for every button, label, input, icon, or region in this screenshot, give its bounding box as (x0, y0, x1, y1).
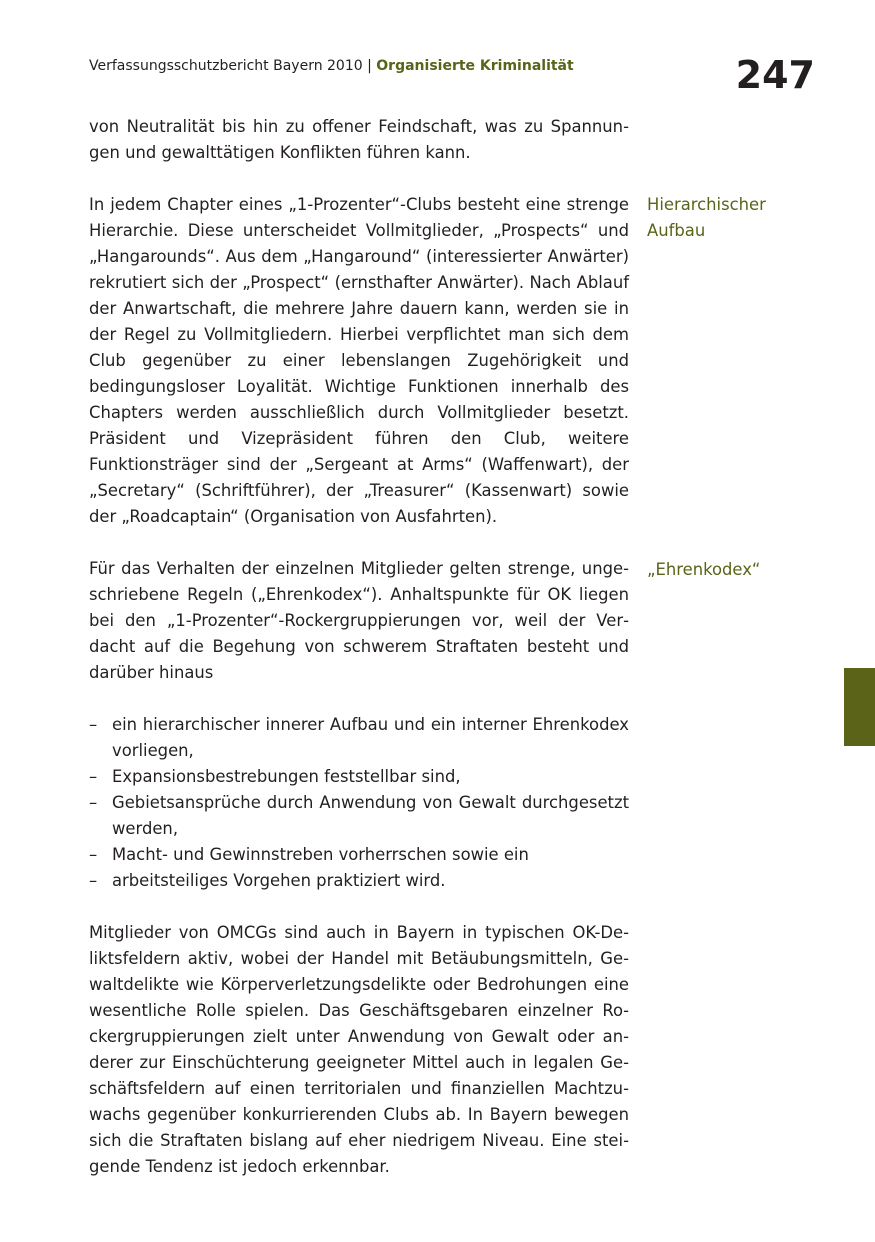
list-dash: – (89, 767, 98, 786)
body-text (89, 114, 629, 1206)
list-item (89, 868, 629, 894)
section-title: Organisierte Kriminalität (376, 58, 574, 74)
paragraph-hierarchy: In jedem Chapter eines „1-Prozenter“-Clubs besteht eine strenge Hierarchie. Diese unterscheidet Vollmitglieder, „Prospects“ und „Hangarounds“. Aus dem „Hangaround“ (interessierter Anwärter) rekrutiert sich der „Prospect“ (ernsthafter Anwärter). Nach Ablauf der Anwartschaft, die mehrere Jahre dauern kann, werden sie in der Regel zu Vollmitgliedern. Hierbei verpflichtet man sich dem Club gegenüber zu einer lebenslangen Zugehörigkeit und bedingungsloser Loyalität. Wichtige Funktionen innerhalb des Chapters werden ausschließlich durch Vollmitglieder besetzt. Präsident und Vizepräsident führen den Club, weitere Funktionsträger sind der „Sergeant at Arms“ (Waffenwart), der „Secretary“ (Schriftführer), der „Treasurer“ (Kassenwart) sowie der „Roadcaptain“ (Organisation von Ausfahrten). (89, 195, 629, 526)
list-item-text: ein hierarchischer innerer Aufbau und ein interner Ehrenkodex vorliegen, (112, 715, 629, 760)
chapter-tab-marker (844, 668, 875, 746)
margin-note-honor-code: „Ehrenkodex“ (647, 560, 761, 579)
list-dash: – (89, 793, 98, 812)
list-item (89, 842, 629, 868)
running-header (89, 57, 574, 75)
report-title: Verfassungsschutzbericht Bayern 2010 (89, 58, 363, 74)
list-item-text: Expansionsbestrebungen feststellbar sind, (112, 767, 461, 786)
list-item (89, 790, 629, 842)
list-item-text: Macht- und Gewinnstreben vorherrschen sowie ein (112, 845, 529, 864)
list-dash: – (89, 715, 98, 734)
list-item (89, 764, 629, 790)
list-item-text: Gebietsansprüche durch Anwendung von Gewalt durchgesetzt werden, (112, 793, 629, 838)
list-dash: – (89, 845, 98, 864)
header-separator: | (367, 58, 372, 74)
criteria-list (89, 712, 629, 894)
list-item (89, 712, 629, 764)
list-item-text: arbeitsteiliges Vorgehen praktiziert wird. (112, 871, 446, 890)
page-number: 247 (735, 53, 815, 97)
paragraph-offense-fields: Mitglieder von OMCGs sind auch in Bayern in typischen OK-Deliktsfeldern aktiv, wobei der Handel mit Betäubungsmitteln, Gewaltdelikte wie Körperverletzungsdelikte oder Bedrohungen eine wesentliche Rolle spielen. Das Geschäftsgebaren einzelner Rockergruppierungen zielt unter Anwendung von Gewalt oder anderer zur Einschüchterung geeigneter Mittel auch in legalen Geschäftsfeldern auf einen territorialen und finanziellen Machtzuwachs gegenüber konkurrierenden Clubs ab. In Bayern bewegen sich die Straftaten bislang auf eher niedrigem Niveau. Eine steigende Tendenz ist jedoch erkennbar. (89, 923, 629, 1176)
list-dash: – (89, 871, 98, 890)
paragraph-honor-code: Für das Verhalten der einzelnen Mitglieder gelten strenge, ungeschriebene Regeln („Ehrenkodex“). Anhaltspunkte für OK liegen bei den „1-Prozenter“-Rockergruppierungen vor, weil der Verdacht auf die Begehung von schwerem Straftaten besteht und darüber hinaus (89, 559, 629, 682)
margin-note-hierarchy: Hierarchischer Aufbau (647, 195, 766, 240)
paragraph-intro: von Neutralität bis hin zu offener Feindschaft, was zu Spannungen und gewalttätigen Konflikten führen kann. (89, 117, 629, 162)
